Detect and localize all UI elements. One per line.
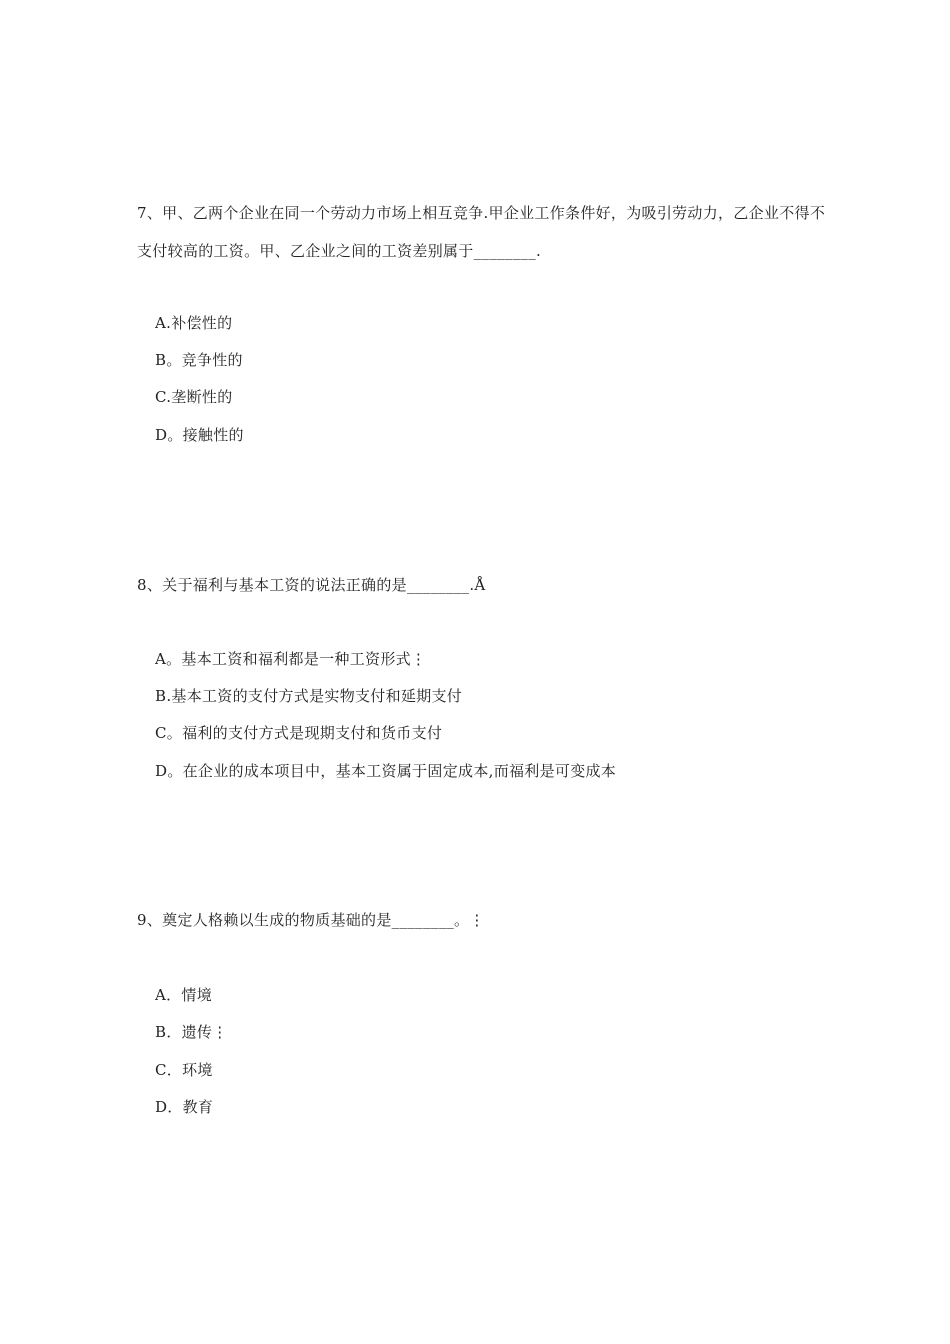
question-9-option-b: B．遗传⋮ — [155, 1023, 228, 1041]
question-7-option-d: D。接触性的 — [155, 426, 244, 444]
question-9-option-a: A．情境 — [155, 986, 213, 1004]
question-7-option-a: A.补偿性的 — [155, 314, 233, 332]
question-9-text: 9、奠定人格赖以生成的物质基础的是________。⋮ — [137, 911, 485, 929]
question-8-option-d: D。在企业的成本项目中，基本工资属于固定成本,而福利是可变成本 — [155, 762, 617, 780]
question-7-option-b: B。竞争性的 — [155, 351, 243, 369]
question-8-option-c: C。福利的支付方式是现期支付和货币支付 — [155, 724, 443, 742]
question-7-option-c: C.垄断性的 — [155, 388, 233, 406]
question-8-text: 8、关于福利与基本工资的说法正确的是________.Å — [137, 576, 486, 594]
question-9-option-c: C．环境 — [155, 1061, 213, 1079]
question-8-option-b: B.基本工资的支付方式是实物支付和延期支付 — [155, 687, 463, 705]
question-9-option-d: D．教育 — [155, 1098, 214, 1116]
question-8-option-a: A。基本工资和福利都是一种工资形式⋮ — [155, 650, 427, 668]
question-7-text: 7、甲、乙两个企业在同一个劳动力市场上相互竞争.甲企业工作条件好，为吸引劳动力，乙企业不得不支付较高的工资。甲、乙企业之间的工资差别属于________. — [137, 204, 826, 260]
